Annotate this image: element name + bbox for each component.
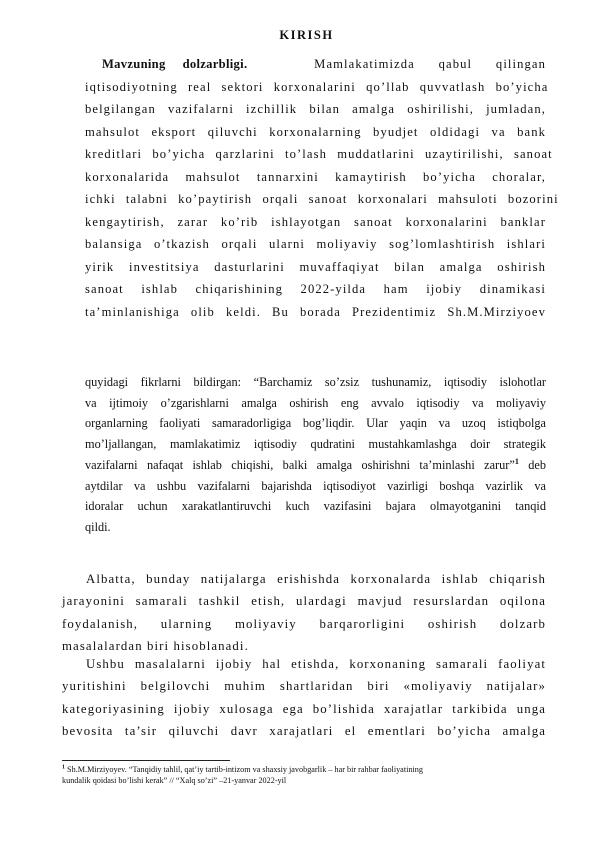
- text-line: vazifalarni nafaqat ishlab chiqishi, balki amalga oshirishni ta’minlashi zarur”$^1$ deb: [85, 456, 546, 472]
- text-line: belgilangan vazifalarni izchillik bilan amalga oshirilishi, jumladan,: [85, 102, 546, 116]
- text-line: korxonalarida mahsulot tannarxini kamaytirish bo’yicha choralar,: [85, 169, 546, 184]
- text-line: yuritishini belgilovchi muhim shartlaridan biri «moliyaviy natijalar»: [62, 679, 546, 694]
- footnote-marker: 1: [62, 764, 65, 771]
- body-paragraph: [62, 653, 546, 742]
- footnote: [62, 764, 546, 786]
- text-line: quyidagi fikrlarni bildirgan: “Barchamiz so’zsiz tushunamiz, iqtisodiy islohotlar: [85, 375, 546, 389]
- text-line: ta’minlanishiga olib keldi. Bu borada Prezidentimiz Sh.M.Mirziyoev: [85, 304, 546, 319]
- body-paragraph: [62, 568, 546, 657]
- text-line: Albatta, bunday natijalarga erishishda korxonalarda ishlab chiqarish: [86, 572, 546, 586]
- text-line: jarayonini samarali tashkil etish, ulardagi mavjud resurslardan oqilona: [62, 594, 546, 609]
- footnote-reference[interactable]: 1: [514, 456, 519, 466]
- text-line: idoralar uchun xarakatlantiruvchi kuch vazifasini bajara olmayotganini tanqid: [85, 499, 546, 514]
- intro-paragraph: [85, 53, 559, 323]
- lead-label: Mavzuning dolzarbligi.: [102, 57, 248, 71]
- text-line: mo’ljallangan, mamlakatimiz iqtisodiy qudratini mustahkamlashga doir strategik: [85, 437, 546, 452]
- text-line: iqtisodiyotning real sektori korxonalarini qo’llab quvvatlash bo’yicha: [85, 79, 549, 94]
- footnote-divider: [62, 760, 230, 761]
- text-line: organlarning faoliyati samaradorligiga bog’liqdir. Ular yaqin va uzoq istiqbolga: [85, 416, 546, 431]
- text-line: aytdilar va ushbu vazifalarni bajarishda iqtisodiyot vazirligi boshqa vazirlik va: [85, 478, 546, 493]
- text-line: va ijtimoiy o’zgarishlarni amalga oshirish eng avvalo iqtisodiy va moliyaviy: [85, 395, 546, 410]
- text-line: qildi.: [85, 519, 111, 534]
- footnote-line: $^1$ Sh.M.Mirziyoyev. “Tanqidiy tahlil, qat’iy tartib-intizom va shaxsiy javobgarlik – har bir rahbar faoliyatining: [62, 764, 423, 774]
- quote-paragraph: [85, 372, 546, 538]
- section-title: KIRISH: [279, 28, 334, 42]
- text-line: Mavzuning dolzarbligi. Mamlakatimizda qabul qilingan: [85, 53, 546, 76]
- text-line: yirik investitsiya dasturlarini muvaffaqiyat bilan amalga oshirish: [85, 259, 546, 274]
- text-line: Ushbu masalalarni ijobiy hal etishda, korxonaning samarali faoliyat: [86, 657, 546, 671]
- text-line: kreditlari bo’yicha qarzlarini to’lash muddatlarini uzaytirilishi, sanoat: [85, 147, 553, 161]
- footnote-line: kundalik qoidasi bo’lishi kerak” // “Xalq so’zi” –21-yanvar 2022-yil: [62, 776, 287, 785]
- text-line: masalalardan biri hisoblanadi.: [62, 638, 249, 653]
- text-line: sanoat ishlab chiqarishining 2022-yilda ham ijobiy dinamikasi: [85, 282, 546, 296]
- text-line: mahsulot eksport qiluvchi korxonalarning byudjet oldidagi va bank: [85, 124, 546, 139]
- text-line: kengaytirish, zarar ko’rib ishlayotgan sanoat korxonalarini banklar: [85, 214, 546, 229]
- text-line: balansiga o’tkazish orqali ularni moliyaviy sog’lomlashtirish ishlari: [85, 237, 546, 251]
- text-line: bevosita ta’sir qiluvchi davr xarajatlari el ementlari bo’yicha amalga: [62, 723, 546, 738]
- text-line: foydalanish, ularning moliyaviy barqarorligini oshirish dolzarb: [62, 616, 546, 631]
- text-line: kategoriyasining ijobiy xulosaga ega bo’lishida xarajatlar tarkibida unga: [62, 701, 546, 716]
- text-line: ichki talabni ko’paytirish orqali sanoat korxonalari mahsuloti bozorini: [85, 192, 559, 206]
